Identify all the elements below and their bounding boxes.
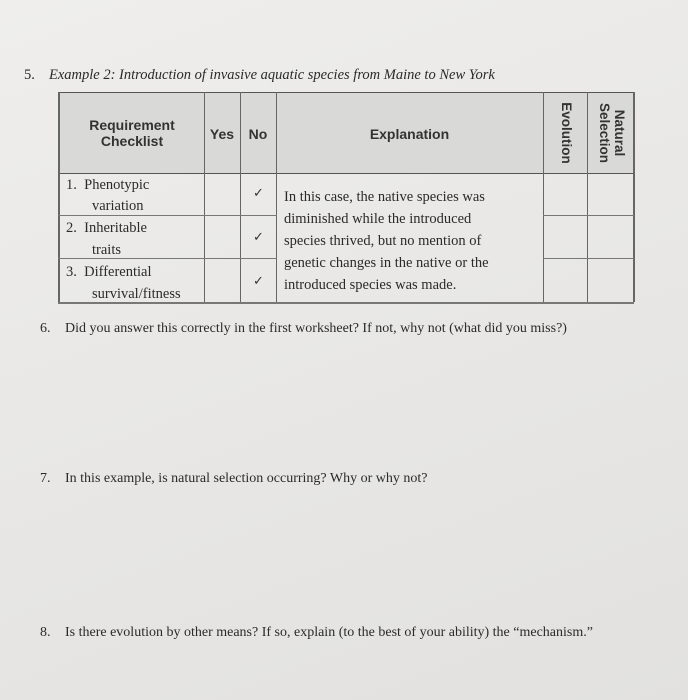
row-label-continued: survival/fitness [92,286,181,302]
table-border [58,92,60,302]
row-number: 1. [66,177,77,193]
question-number: 6. [40,321,51,336]
row-divider [58,258,277,259]
header-checklist [70,117,194,149]
explanation-line: diminished while the introduced [284,211,472,227]
explanation-text [284,186,540,296]
question-8 [40,624,593,642]
row-divider [58,215,277,216]
row-number: 2. [66,220,77,236]
header-line: Selection [597,102,612,164]
table-divider [587,92,588,302]
table-divider [276,92,277,302]
header-evolution: Evolution [559,102,574,164]
row-label: Inheritable [84,220,147,236]
row-divider [543,258,634,259]
question-text: Is there evolution by other means? If so, explain (to the best of your ability) the “mechanism.” [65,625,593,640]
header-yes: Yes [209,126,235,142]
header-natural-selection [593,91,627,175]
no-checkmark: ✓ [253,274,264,289]
question-number: 7. [40,471,51,486]
question-number: 8. [40,625,51,640]
question-6 [40,320,567,338]
no-checkmark: ✓ [253,186,264,201]
table-divider [204,92,205,302]
row-label: Differential [84,264,152,280]
table-row [66,175,149,196]
question-number: 5. [24,67,35,83]
table-row [66,218,147,239]
header-line: Natural [612,109,627,157]
header-no: No [248,126,268,142]
header-explanation: Explanation [369,126,450,142]
row-label-continued: traits [92,242,121,258]
question-title-text: Example 2: Introduction of invasive aquatic species from Maine to New York [49,67,495,83]
header-line: Checklist [100,133,164,149]
row-label: Phenotypic [84,177,150,193]
question-text: Did you answer this correctly in the first worksheet? If not, why not (what did you miss?) [65,321,567,336]
row-divider [543,215,634,216]
table-row [66,262,152,283]
header-line: Requirement [89,117,175,133]
explanation-line: genetic changes in the native or the [284,255,489,271]
question-7 [40,470,427,488]
question-text: In this example, is natural selection occurring? Why or why not? [65,471,428,486]
explanation-line: species thrived, but no mention of [284,233,482,249]
explanation-line: In this case, the native species was [284,189,485,205]
table-divider [240,92,241,302]
question-5-title [24,66,495,84]
table-border [633,92,635,302]
no-checkmark: ✓ [253,230,264,245]
table-divider [543,92,544,302]
row-number: 3. [66,264,77,280]
explanation-line: introduced species was made. [284,277,457,293]
row-label-continued: variation [92,198,144,214]
